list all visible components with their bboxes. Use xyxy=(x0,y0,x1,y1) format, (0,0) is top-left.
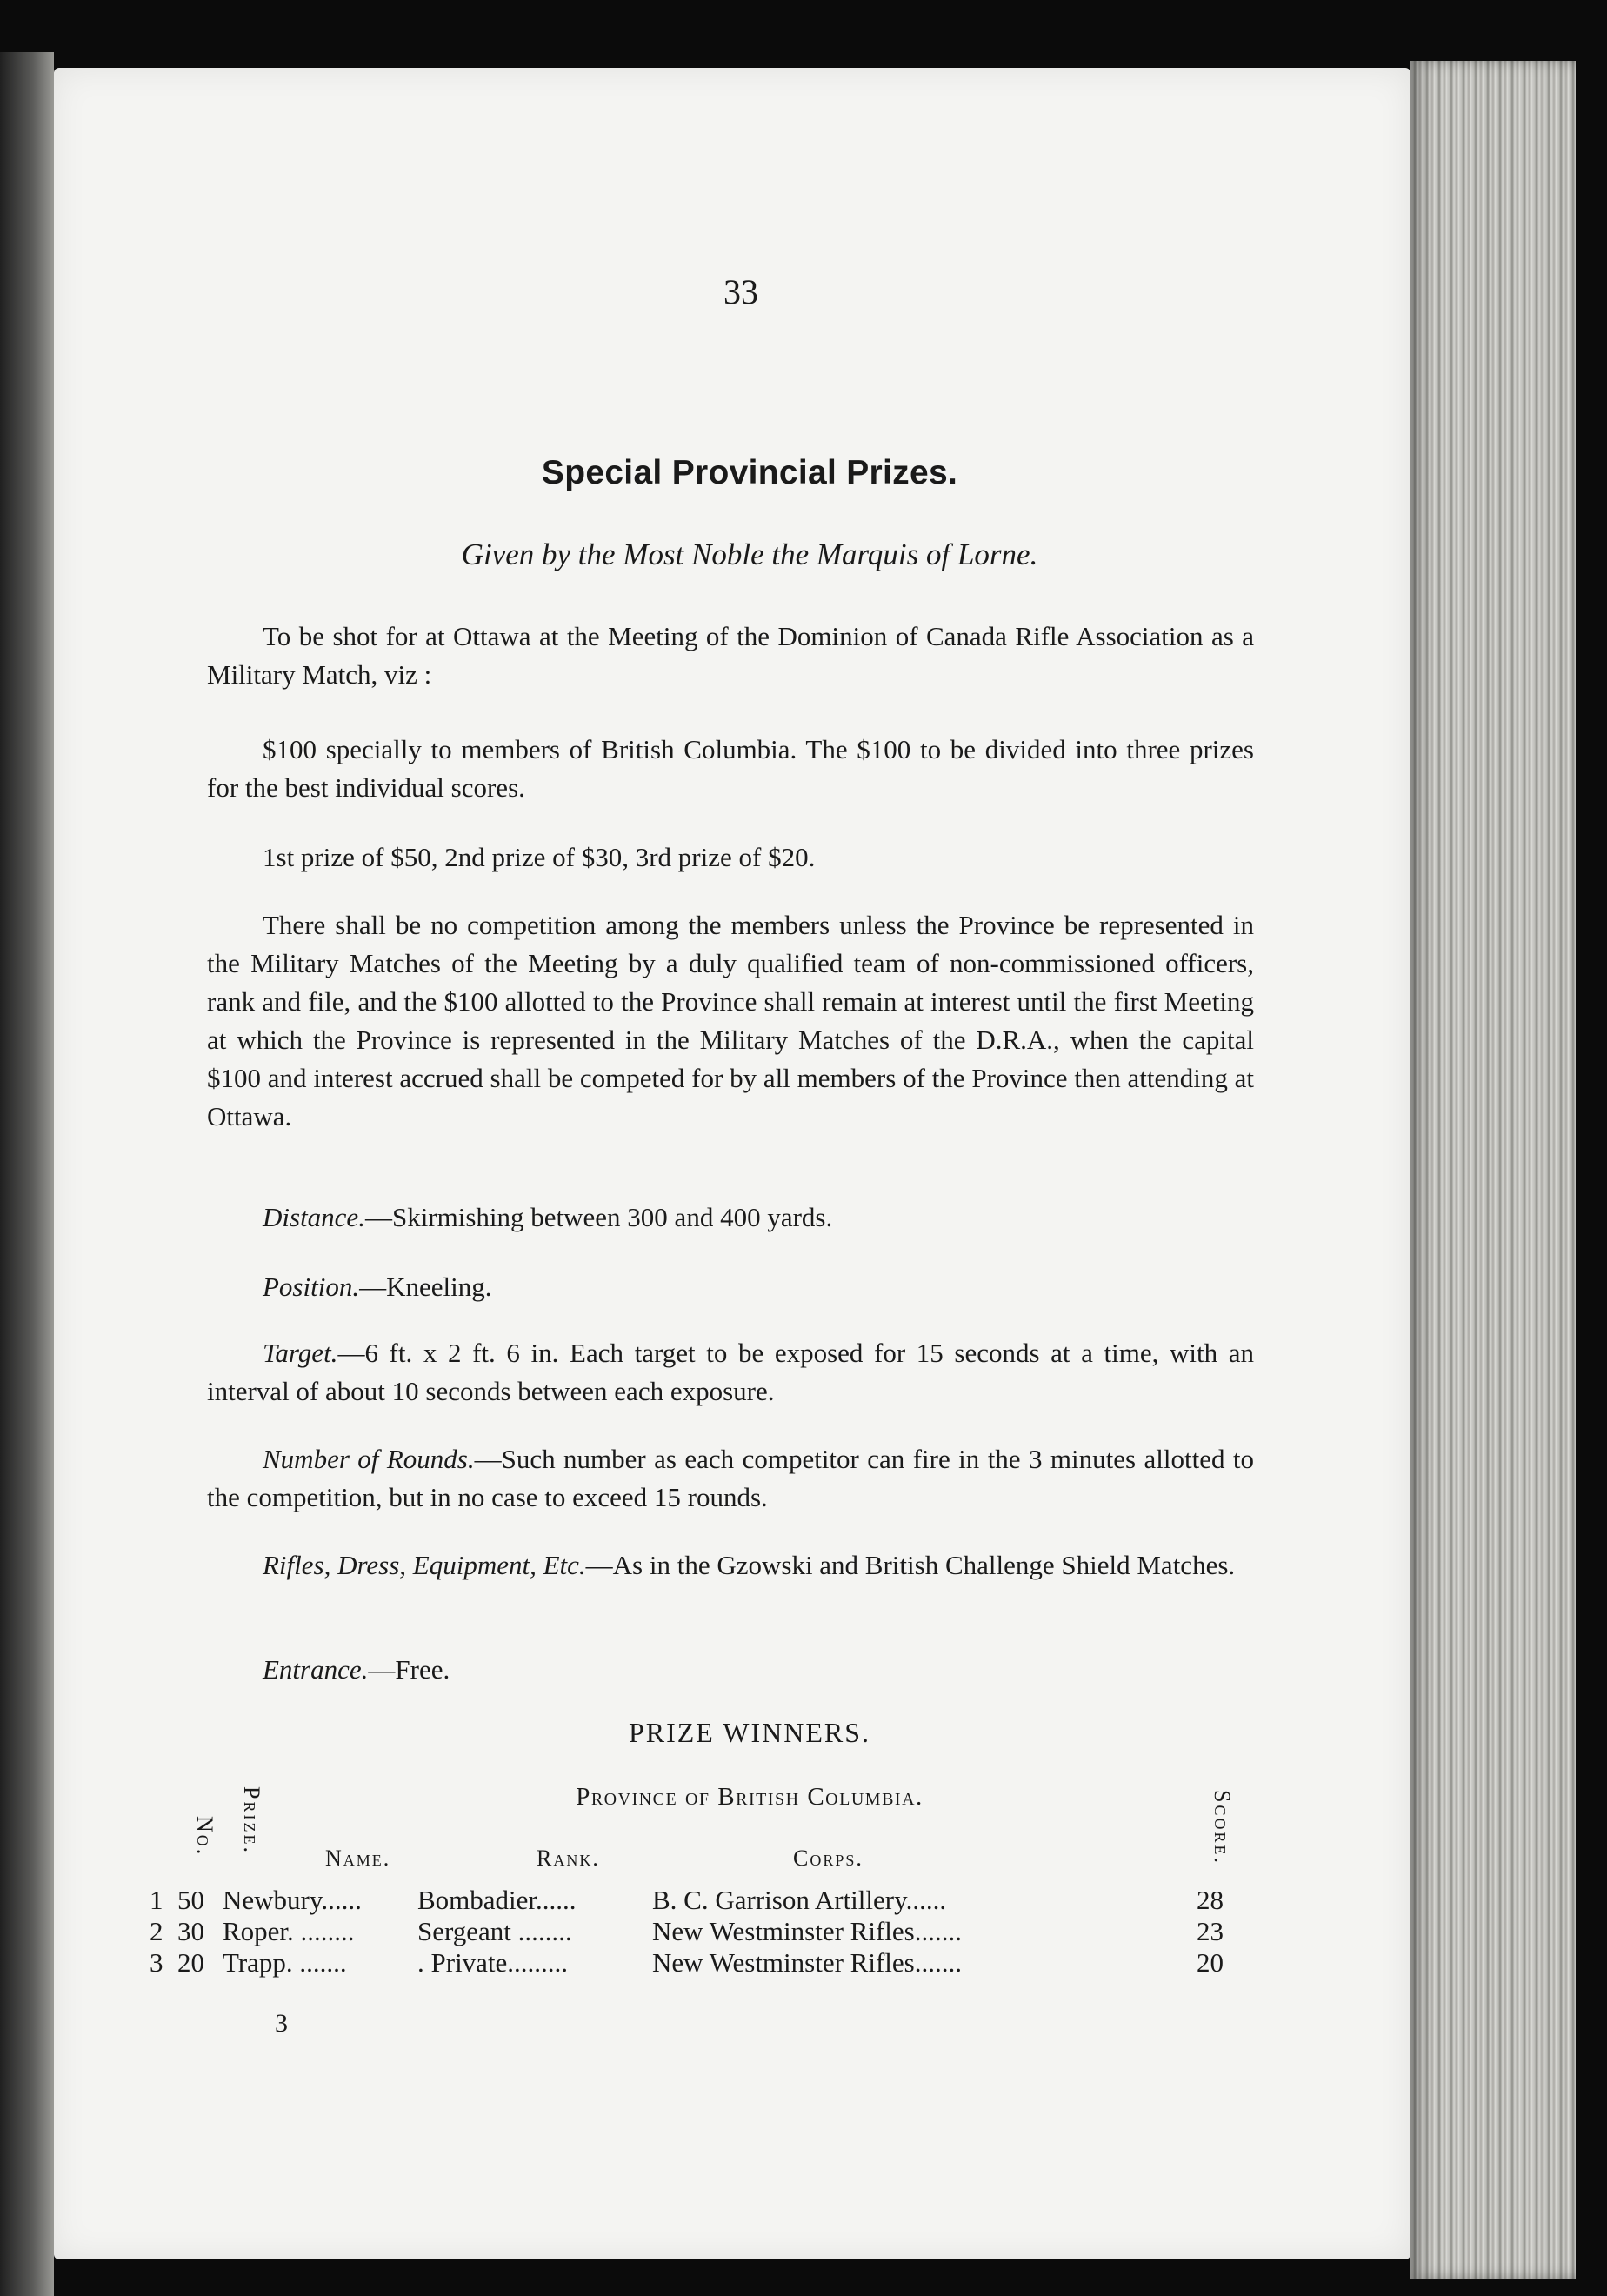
rule-distance xyxy=(207,1198,1254,1237)
prize-winners-heading: PRIZE WINNERS. xyxy=(628,1717,871,1748)
rule-rifles xyxy=(207,1546,1254,1585)
column-header-no: No. xyxy=(192,1816,217,1858)
row-no: 2 xyxy=(150,1916,163,1946)
rule-target-lead: Target. xyxy=(263,1338,338,1368)
row-no: 1 xyxy=(150,1885,163,1915)
rule-target xyxy=(207,1334,1254,1411)
column-header-prize: Prize. xyxy=(239,1786,264,1855)
province-heading: Province of British Columbia. xyxy=(576,1783,924,1811)
rule-rounds-lead: Number of Rounds. xyxy=(263,1444,475,1474)
paragraph-prizes xyxy=(207,838,1254,877)
rule-position-lead: Position. xyxy=(263,1271,360,1302)
table-row xyxy=(54,1948,1410,1979)
book-page xyxy=(54,68,1410,2259)
paragraph-conditions-text: There shall be no competition among the members unless the Province be represented in the Military Matches of the Meeting by a duly qualified team of non-commissioned officers, rank and file, and the $100 allotted to the Province shall remain at interest until the first Meeting at which the Province is represented in the Military Matches of the D.R.A., when the capital $100 and interest accrued shall be competed for by all members of the Province then attending at Ottawa. xyxy=(207,910,1254,1131)
row-prize: 50 xyxy=(177,1885,204,1915)
paragraph-prizes-text: 1st prize of $50, 2nd prize of $30, 3rd prize of $20. xyxy=(263,842,816,872)
row-prize: 20 xyxy=(177,1947,204,1978)
rule-entrance-lead: Entrance. xyxy=(263,1654,369,1685)
row-name: Trapp. ....... xyxy=(223,1947,347,1978)
table-row xyxy=(54,1917,1410,1948)
row-rank: Bombadier...... xyxy=(417,1885,577,1915)
signature-mark: 3 xyxy=(275,2009,288,2038)
rule-rounds xyxy=(207,1440,1254,1517)
rule-target-text: —6 ft. x 2 ft. 6 in. Each target to be exposed for 15 seconds at a time, with an interval of about 10 seconds between each exposure. xyxy=(207,1338,1254,1406)
row-no: 3 xyxy=(150,1947,163,1978)
column-header-corps: Corps. xyxy=(793,1845,864,1871)
row-score: 20 xyxy=(1197,1947,1224,1978)
page-number: 33 xyxy=(723,272,758,311)
row-corps: New Westminster Rifles....... xyxy=(652,1916,962,1946)
row-name: Newbury...... xyxy=(223,1885,362,1915)
paragraph-amount-text: $100 specially to members of British Columbia. The $100 to be divided into three prizes for the best individual scores. xyxy=(207,734,1254,803)
rule-entrance-text: —Free. xyxy=(368,1654,450,1685)
column-header-rank: Rank. xyxy=(537,1845,600,1871)
rule-rifles-lead: Rifles, Dress, Equipment, Etc. xyxy=(263,1550,586,1580)
rule-rifles-text: —As in the Gzowski and British Challenge Shield Matches. xyxy=(585,1550,1236,1580)
paragraph-conditions xyxy=(207,906,1254,1136)
row-score: 28 xyxy=(1197,1885,1224,1915)
page-title: Special Provincial Prizes. xyxy=(541,454,958,491)
row-rank: Sergeant ........ xyxy=(417,1916,572,1946)
page-subtitle: Given by the Most Noble the Marquis of Lorne. xyxy=(461,537,1038,571)
rule-position-text: —Kneeling. xyxy=(359,1271,492,1302)
row-prize: 30 xyxy=(177,1916,204,1946)
row-name: Roper. ........ xyxy=(223,1916,355,1946)
paragraph-intro xyxy=(207,617,1254,694)
book-page-edges xyxy=(1410,61,1576,2279)
row-corps: New Westminster Rifles....... xyxy=(652,1947,962,1978)
row-corps: B. C. Garrison Artillery...... xyxy=(652,1885,947,1915)
book-gutter-shadow xyxy=(0,52,54,2296)
row-rank: . Private......... xyxy=(417,1947,569,1978)
paragraph-intro-text: To be shot for at Ottawa at the Meeting of the Dominion of Canada Rifle Association as a Military Match, viz : xyxy=(207,621,1254,690)
rule-distance-lead: Distance. xyxy=(263,1202,365,1232)
paragraph-amount xyxy=(207,731,1254,807)
table-row xyxy=(54,1886,1410,1917)
rule-distance-text: —Skirmishing between 300 and 400 yards. xyxy=(364,1202,833,1232)
column-header-score: Score. xyxy=(1210,1790,1235,1866)
rule-rounds-text: —Such number as each competitor can fire in the 3 minutes allotted to the competition, but in no case to exceed 15 rounds. xyxy=(207,1444,1254,1512)
column-header-name: Name. xyxy=(325,1845,391,1871)
rule-position xyxy=(207,1268,1254,1306)
row-score: 23 xyxy=(1197,1916,1224,1946)
rule-entrance xyxy=(207,1651,1254,1689)
